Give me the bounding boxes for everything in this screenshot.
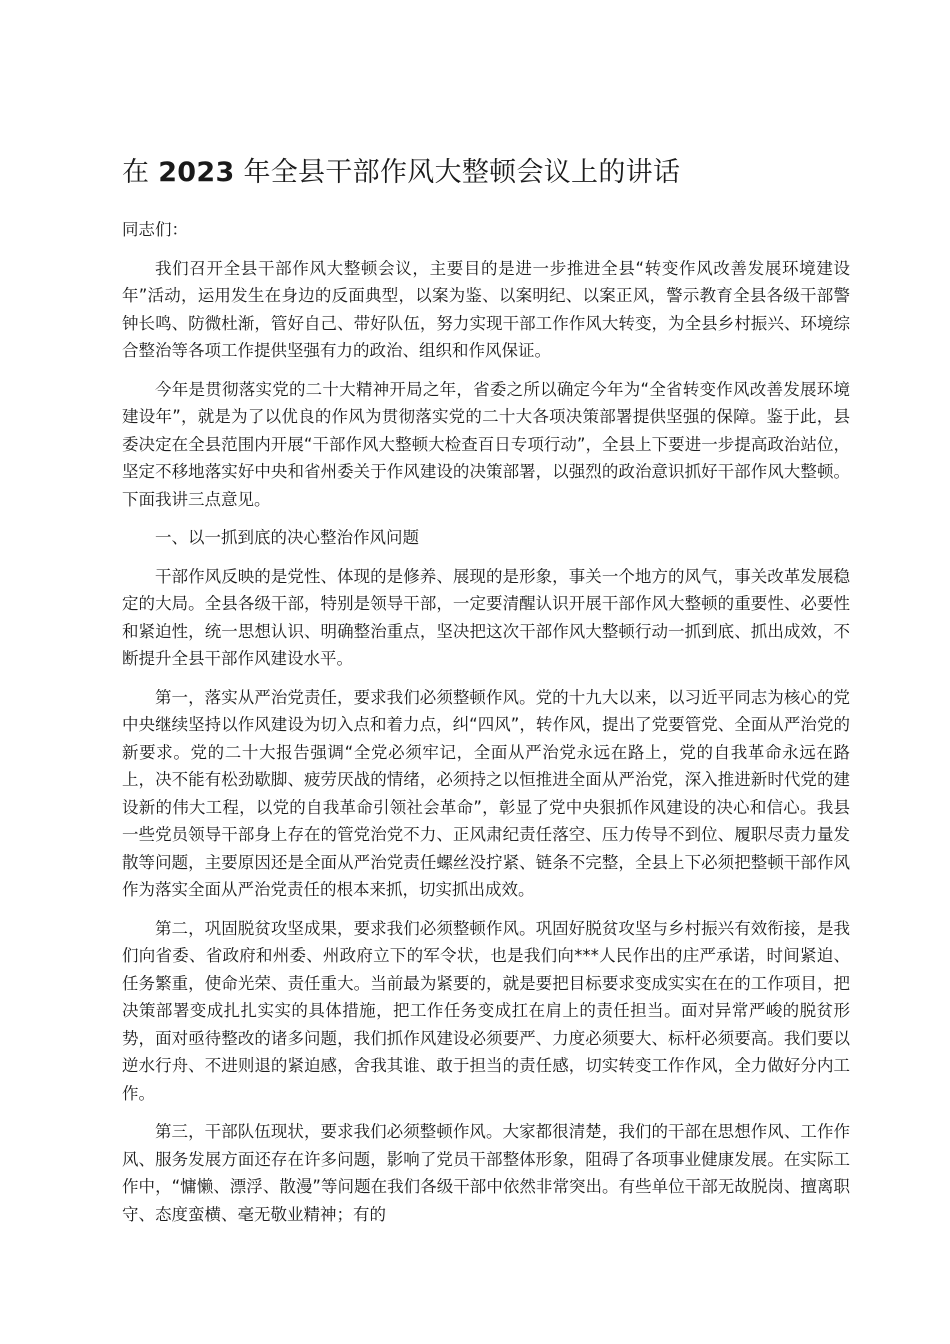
title-suffix: 年全县干部作风大整顿会议上的讲话 xyxy=(243,157,681,188)
intro-paragraph-2: 今年是贯彻落实党的二十大精神开局之年，省委之所以确定今年为“全省转变作风改善发展环境建设年”，就是为了以优良的作风为贯彻落实党的二十大各项决策部署提供坚强的保障。鉴于此，县委决定在全县范围内开展“干部作风大整顿大检查百日专项行动”，全县上下要进一步提高政治站位，坚定不移地落实好中央和省州委关于作风建设的决策部署，以强烈的政治意识抓好干部作风大整顿。下面我讲三点意见。 xyxy=(122,379,850,509)
section-paragraph-4: 第三，干部队伍现状，要求我们必须整顿作风。大家都很清楚，我们的干部在思想作风、工作作风、服务发展方面还存在许多问题，影响了党员干部整体形象，阻碍了各项事业健康发展。在实际工作中，“慵懒、漂浮、散漫”等问题在我们各级干部中依然非常突出。有些单位干部无故脱岗、擅离职守、态度蛮横、毫无敬业精神；有的 xyxy=(122,1122,850,1224)
section-heading: 一、以一抓到底的决心整治作风问题 xyxy=(155,528,419,547)
section-paragraph-2: 第一，落实从严治党责任，要求我们必须整顿作风。党的十九大以来，以习近平同志为核心的党中央继续坚持以作风建设为切入点和着力点，纠“四风”，转作风，提出了党要管党、全面从严治党的新要求。党的二十大报告强调“全党必须牢记，全面从严治党永远在路上，党的自我革命永远在路上，决不能有松劲歇脚、疲劳厌战的情绪，必须持之以恒推进全面从严治党，深入推进新时代党的建设新的伟大工程，以党的自我革命引领社会革命”，彰显了党中央狠抓作风建设的决心和信心。我县一些党员领导干部身上存在的管党治党不力、正风肃纪责任落空、压力传导不到位、履职尽责力量发散等问题，主要原因还是全面从严治党责任螺丝没拧紧、链条不完整，全县上下必须把整顿干部作风作为落实全面从严治党责任的根本来抓，切实抓出成效。 xyxy=(122,687,850,899)
salutation: 同志们： xyxy=(122,220,188,239)
title-year: 2023 xyxy=(158,157,235,188)
document-page xyxy=(122,150,850,1239)
section-paragraph-3: 第二，巩固脱贫攻坚成果，要求我们必须整顿作风。巩固好脱贫攻坚与乡村振兴有效衔接，是我们向省委、省政府和州委、州政府立下的军令状，也是我们向***人民作出的庄严承诺，时间紧迫、任务繁重，使命光荣、责任重大。当前最为紧要的，就是要把目标要求变成实实在在的工作项目，把决策部署变成扎扎实实的具体措施，把工作任务变成扛在肩上的责任担当。面对异常严峻的脱贫形势，面对亟待整改的诸多问题，我们抓作风建设必须要严、力度必须要大、标杆必须要高。我们要以逆水行舟、不进则退的紧迫感，舍我其谁、敢于担当的责任感，切实转变工作作风，全力做好分内工作。 xyxy=(122,918,850,1103)
document-title xyxy=(122,150,850,196)
intro-paragraph-1: 我们召开全县干部作风大整顿会议，主要目的是进一步推进全县“转变作风改善发展环境建设年”活动，运用发生在身边的反面典型，以案为鉴、以案明纪、以案正风，警示教育全县各级干部警钟长鸣、防微杜渐，管好自己、带好队伍，努力实现干部工作作风大转变，为全县乡村振兴、环境综合整治等各项工作提供坚强有力的政治、组织和作风保证。 xyxy=(122,258,850,360)
section-paragraph-1: 干部作风反映的是党性、体现的是修养、展现的是形象，事关一个地方的风气，事关改革发展稳定的大局。全县各级干部，特别是领导干部，一定要清醒认识开展干部作风大整顿的重要性、必要性和紧迫性，统一思想认识、明确整治重点，坚决把这次干部作风大整顿行动一抓到底、抓出成效，不断提升全县干部作风建设水平。 xyxy=(122,566,850,668)
title-prefix: 在 xyxy=(122,157,150,188)
